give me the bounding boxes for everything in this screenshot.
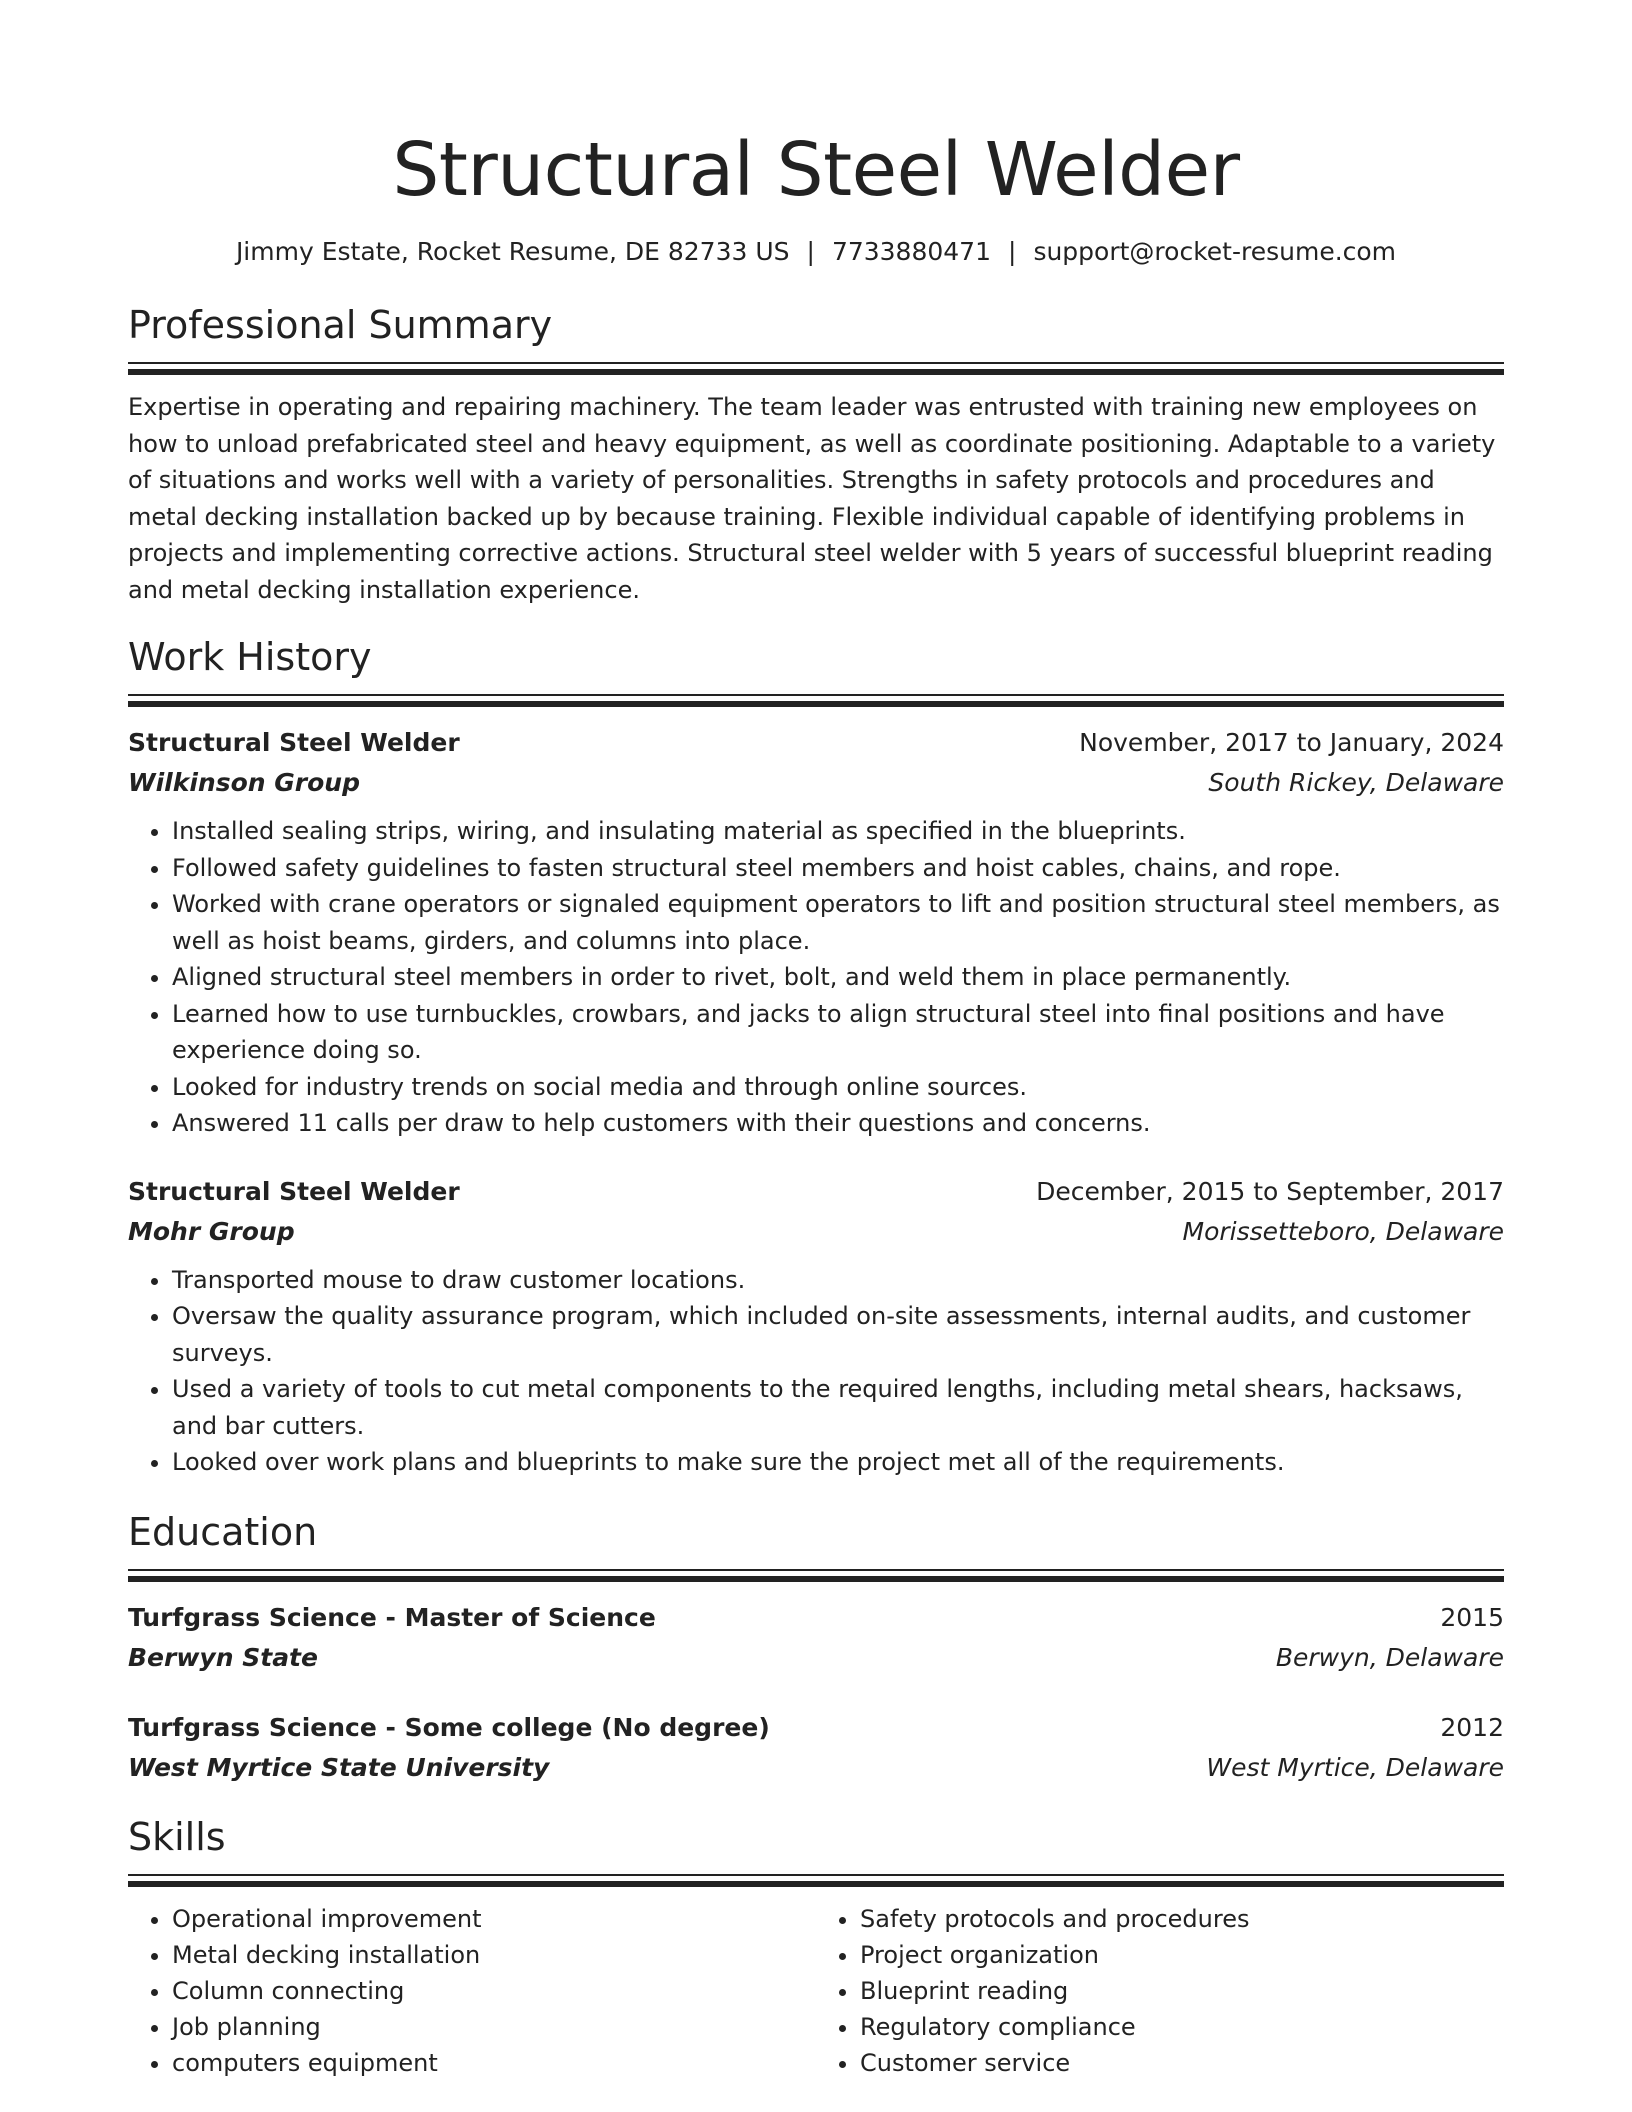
education-school: West Myrtice State University [128, 1752, 550, 1782]
job-title: Structural Steel Welder [128, 1176, 460, 1206]
education-location: Berwyn, Delaware [1275, 1642, 1504, 1672]
bullet-item: • Transported mouse to draw customer locations. [172, 1262, 1504, 1299]
skill-item: • Column connecting [172, 1973, 816, 2009]
job-dates: November, 2017 to January, 2024 [1079, 728, 1504, 757]
education-location: West Myrtice, Delaware [1206, 1752, 1504, 1782]
work-heading: Work History [128, 635, 372, 679]
bullet-item: • Followed safety guidelines to fasten structural steel members and hoist cables, chains, and rope. [172, 850, 1504, 887]
education-entry [128, 1598, 1504, 1678]
job-location: South Rickey, Delaware [1208, 768, 1504, 797]
bullet-item: • Looked for industry trends on social media and through online sources. [172, 1069, 1504, 1106]
contact-line [128, 234, 1504, 270]
work-section [128, 632, 1504, 1481]
job-company: Wilkinson Group [128, 768, 360, 797]
skills-list-left [128, 1901, 816, 2081]
job-title: Structural Steel Welder [128, 728, 460, 757]
section-divider [128, 1569, 1504, 1582]
education-heading: Education [128, 1509, 318, 1554]
skill-item: • Blueprint reading [860, 1973, 1504, 2009]
section-divider [128, 1874, 1504, 1887]
education-degree: Turfgrass Science - Some college (No degree) [128, 1712, 770, 1742]
skill-item: • Regulatory compliance [860, 2009, 1504, 2045]
bullet-item: • Used a variety of tools to cut metal components to the required lengths, including metal shears, hacksaws, and bar cutters. [172, 1371, 1504, 1444]
skill-item: • Operational improvement [172, 1901, 816, 1937]
education-degree: Turfgrass Science - Master of Science [128, 1602, 656, 1632]
education-section [128, 1507, 1504, 1788]
bullet-item: • Worked with crane operators or signaled equipment operators to lift and position structural steel members, as well as hoist beams, girders, and columns into place. [172, 886, 1504, 959]
contact-email: support@rocket-resume.com [1033, 237, 1397, 266]
job-company: Mohr Group [128, 1216, 295, 1246]
summary-section [128, 300, 1504, 608]
contact-separator: | [806, 237, 815, 266]
bullet-item: • Oversaw the quality assurance program, which included on-site assessments, internal audits, and customer surveys. [172, 1298, 1504, 1371]
skills-list-right [816, 1901, 1504, 2081]
contact-phone: 7733880471 [831, 237, 991, 266]
job-bullets [128, 1262, 1504, 1481]
contact-separator: | [1008, 237, 1017, 266]
education-entry [128, 1708, 1504, 1788]
job-location: Morissetteboro, Delaware [1182, 1216, 1504, 1246]
job-entry [128, 723, 1504, 1142]
education-year: 2015 [1440, 1602, 1504, 1632]
bullet-item: • Aligned structural steel members in order to rivet, bolt, and weld them in place permanently. [172, 959, 1504, 996]
section-divider [128, 694, 1504, 707]
skills-columns [128, 1901, 1504, 2081]
job-bullets [128, 813, 1504, 1142]
skill-item: • computers equipment [172, 2045, 816, 2081]
bullet-item: • Installed sealing strips, wiring, and insulating material as specified in the blueprints. [172, 813, 1504, 850]
job-dates: December, 2015 to September, 2017 [1036, 1176, 1504, 1206]
skill-item: • Safety protocols and procedures [860, 1901, 1504, 1937]
summary-text: Expertise in operating and repairing machinery. The team leader was entrusted with training new employees on how to unload prefabricated steel and heavy equipment, as well as coordinate positioning. Adaptable to a variety of situations and works well with a variety of personalities. Strengths in safety protocols and procedures and metal decking installation backed up by because training. Flexible individual capable of identifying problems in projects and implementing corrective actions. Structural steel welder with 5 years of successful blueprint reading and metal decking installation experience. [128, 393, 1496, 604]
bullet-item: • Looked over work plans and blueprints to make sure the project met all of the requirements. [172, 1444, 1504, 1481]
skill-item: • Job planning [172, 2009, 816, 2045]
job-entry [128, 1172, 1504, 1481]
section-divider [128, 362, 1504, 375]
skills-section [128, 1812, 1504, 2081]
skill-item: • Project organization [860, 1937, 1504, 1973]
skill-item: • Customer service [860, 2045, 1504, 2081]
bullet-item: • Answered 11 calls per draw to help customers with their questions and concerns. [172, 1105, 1504, 1142]
skills-heading: Skills [128, 1814, 226, 1859]
summary-heading: Professional Summary [128, 303, 553, 347]
contact-address: Jimmy Estate, Rocket Resume, DE 82733 US [235, 237, 790, 266]
education-year: 2012 [1440, 1712, 1504, 1742]
bullet-item: • Learned how to use turnbuckles, crowbars, and jacks to align structural steel into final positions and have experience doing so. [172, 996, 1504, 1069]
education-school: Berwyn State [128, 1642, 318, 1672]
resume-title: Structural Steel Welder [392, 127, 1240, 213]
skill-item: • Metal decking installation [172, 1937, 816, 1973]
